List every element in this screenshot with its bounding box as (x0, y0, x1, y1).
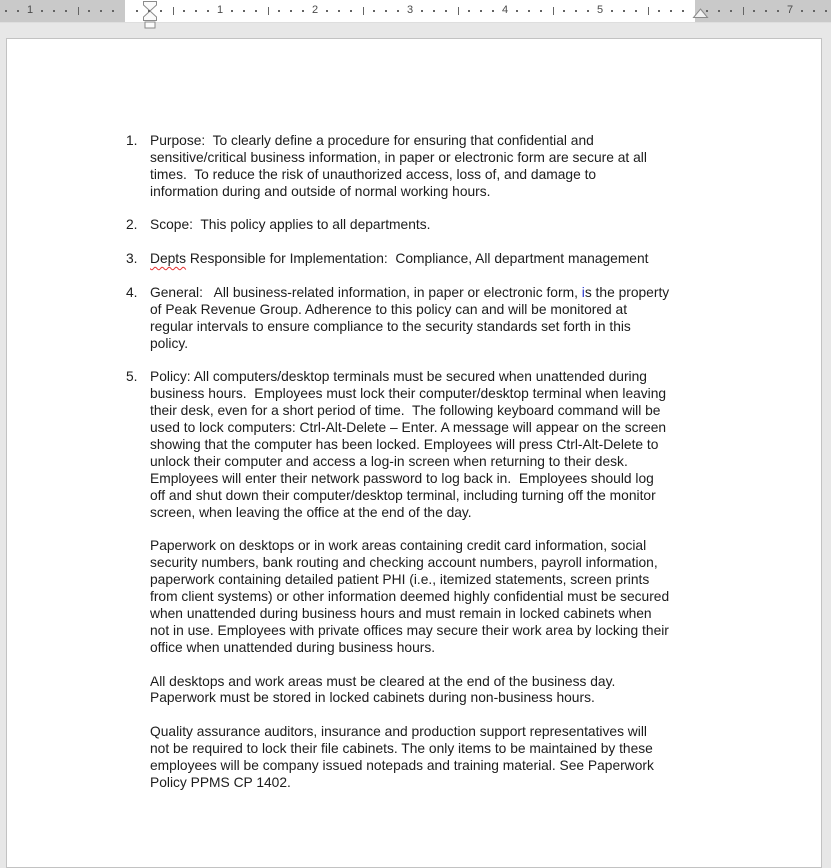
ruler-tick (706, 10, 708, 12)
ruler-tick (516, 10, 518, 12)
text-line (150, 251, 730, 268)
ruler-tick (563, 10, 565, 12)
list-item-depts-responsible (126, 251, 730, 268)
ruler-tick (148, 10, 150, 12)
text-line: Scope: This policy applies to all departments. (150, 217, 431, 233)
list-number: 1. (126, 133, 138, 148)
ruler-tick (421, 10, 423, 12)
ruler-tick (825, 10, 827, 12)
left-indent-marker[interactable] (145, 22, 155, 28)
ruler-tick (53, 10, 55, 12)
ruler-tick (302, 10, 304, 12)
ruler-tick (492, 10, 494, 12)
ruler-number: 2 (311, 4, 319, 16)
text-line: not be required to lock their file cabinets. The only items to be maintained by these (150, 741, 653, 757)
text-line: Purpose: To clearly define a procedure for ensuring that confidential and (150, 133, 594, 148)
list-item-scope (126, 217, 730, 234)
text-line: policy. (150, 335, 189, 351)
ruler-tick (635, 10, 637, 12)
hanging-indent-marker[interactable] (144, 11, 157, 21)
ruler-tick (78, 7, 79, 15)
ruler-tick (753, 10, 755, 12)
ruler-tick (730, 10, 732, 12)
ruler-tick (385, 10, 387, 12)
tracked-change-text: i (581, 285, 585, 301)
ruler-tick (540, 10, 542, 12)
text-line: All desktops and work areas must be cleared at the end of the business day. (150, 673, 616, 689)
ruler-tick (207, 10, 209, 12)
list-number: 4. (126, 285, 138, 301)
ruler-tick (160, 10, 162, 12)
ruler-tick (350, 10, 352, 12)
text-line: not in use. Employees with private offices may secure their work area by locking their (150, 622, 669, 638)
ruler-tick (338, 10, 340, 12)
text-segment: Responsible for Implementation: Compliance, All department management (186, 251, 649, 267)
text-line: used to lock computers: Ctrl-Alt-Delete – Enter. A message will appear on the screen (150, 420, 667, 436)
ruler-number: 1 (26, 4, 34, 16)
ruler-tick (243, 10, 245, 12)
ruler-tick (623, 10, 625, 12)
first-line-indent-marker[interactable] (144, 2, 157, 12)
left-indent-marker-group[interactable] (141, 1, 160, 29)
text-segment: s the property (584, 285, 670, 301)
ruler-tick (255, 10, 257, 12)
ruler-tick (480, 10, 482, 12)
text-line: Paperwork on desktops or in work areas containing credit card information, social (150, 538, 647, 554)
list-number: 5. (126, 369, 138, 385)
text-line: from client systems) or other information deemed highly confidential must be secured (150, 589, 670, 605)
text-line: business hours. Employees must lock their computer/desktop terminal when leaving (150, 386, 667, 402)
text-line: their desk, even for a short period of time. The following keyboard command will be (150, 403, 661, 419)
ruler-tick (290, 10, 292, 12)
text-line: security numbers, bank routing and checking account numbers, payroll information, (150, 555, 658, 571)
list-item-general (126, 285, 730, 353)
ruler-tick (468, 10, 470, 12)
text-line: regular intervals to ensure compliance to the security standards set forth in this (150, 318, 631, 334)
ruler-tick (658, 10, 660, 12)
ruler-tick (397, 10, 399, 12)
ruler-tick (777, 10, 779, 12)
text-line: unlock their computer and access a log-in screen when returning to their desk. (150, 453, 628, 469)
misspelled-word: Depts (150, 251, 187, 267)
ruler-tick (363, 7, 364, 15)
text-line: showing that the computer has been locked. Employees will press Ctrl-Alt-Delete to (150, 437, 659, 453)
list-number: 2. (126, 217, 138, 233)
ruler-tick (17, 10, 19, 12)
ruler-tick (611, 10, 613, 12)
paragraph-desktops-cleared (150, 674, 730, 708)
text-line: Employees will enter their network password to log back in. Employees should log (150, 470, 654, 486)
ruler-tick (231, 10, 233, 12)
text-line: Policy PPMS CP 1402. (150, 774, 291, 790)
text-line: Quality assurance auditors, insurance and production support representatives will (150, 724, 647, 740)
text-line: of Peak Revenue Group. Adherence to this policy can and will be monitored at (150, 301, 628, 317)
ruler-tick (445, 10, 447, 12)
ruler-tick (112, 10, 114, 12)
ruler-tick (433, 10, 435, 12)
ruler-tick (575, 10, 577, 12)
ruler-tick (801, 10, 803, 12)
ruler-tick (765, 10, 767, 12)
list-item-purpose (126, 133, 730, 201)
document-text (126, 133, 730, 809)
ruler-tick (5, 10, 7, 12)
ruler-tick (458, 7, 459, 15)
text-segment: General: All business-related information, in paper or electronic form, (150, 285, 582, 301)
text-line: information during and outside of normal working hours. (150, 183, 491, 199)
text-line: office when unattended during business hours. (150, 639, 436, 655)
ruler-tick (326, 10, 328, 12)
ruler-tick (195, 10, 197, 12)
ruler-tick (587, 10, 589, 12)
ruler-number: 7 (786, 4, 794, 16)
ruler-tick (553, 7, 554, 15)
ruler-tick (278, 10, 280, 12)
ruler-tick (373, 10, 375, 12)
ruler-tick (41, 10, 43, 12)
ruler-number: 3 (406, 4, 414, 16)
ruler-tick (88, 10, 90, 12)
text-line: screen, when leaving the office at the end of the day. (150, 504, 472, 520)
ruler-tick (173, 7, 174, 15)
ruler-tick (183, 10, 185, 12)
ruler-tick (528, 10, 530, 12)
text-line: employees will be company issued notepads and training material. See Paperwork (150, 757, 654, 773)
text-line: Policy: All computers/desktop terminals must be secured when unattended during (150, 369, 647, 385)
paragraph-paperwork (150, 538, 730, 656)
ruler-tick (718, 10, 720, 12)
paragraph-quality-assurance (150, 724, 730, 792)
horizontal-ruler (0, 0, 831, 23)
ruler-tick (65, 10, 67, 12)
document-page[interactable] (6, 38, 822, 868)
ruler-tick (100, 10, 102, 12)
ruler-number: 1 (216, 4, 224, 16)
list-item-policy (126, 369, 730, 521)
ruler-tick (813, 10, 815, 12)
ruler-tick (682, 10, 684, 12)
text-line: sensitive/critical business information, in paper or electronic form are secure at all (150, 149, 647, 165)
text-line: Paperwork must be stored in locked cabinets during non-business hours. (150, 690, 595, 706)
ruler-tick (648, 7, 649, 15)
ruler-number: 4 (501, 4, 509, 16)
text-line: paperwork containing detailed patient PHI (i.e., itemized statements, screen prints (150, 572, 650, 588)
ruler-tick (670, 10, 672, 12)
ruler-number: 5 (596, 4, 604, 16)
text-line: off and shut down their computer/desktop terminal, including turning off the monitor (150, 487, 656, 503)
text-line (150, 285, 730, 302)
text-line: when unattended during business hours and must remain in locked cabinets when (150, 605, 652, 621)
list-number: 3. (126, 251, 138, 267)
ruler-tick (268, 7, 269, 15)
ruler-tick (136, 10, 138, 12)
ruler-tick (743, 7, 744, 15)
text-line: times. To reduce the risk of unauthorized access, loss of, and damage to (150, 166, 597, 182)
